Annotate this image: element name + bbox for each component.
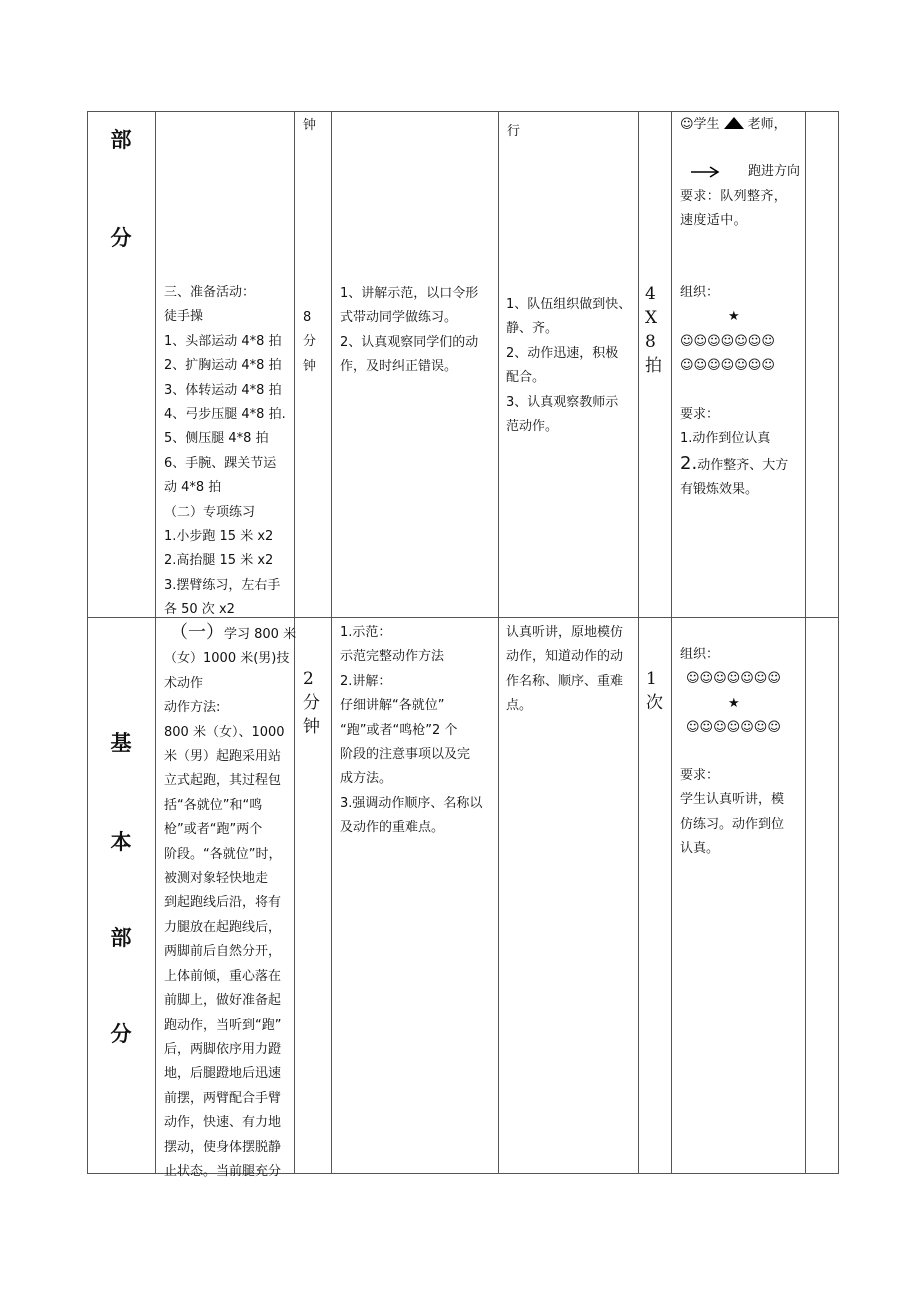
section-label-char: 分 [110, 1021, 132, 1046]
content-line: 枪”或者“跑”两个 [164, 822, 263, 838]
content-line: 三、准备活动： [164, 285, 256, 300]
teacher-line: 2、认真观察同学们的动 [340, 334, 479, 350]
student-legend: ☺学生 [680, 117, 720, 132]
teacher-line: “跑”或者“鸣枪”2 个 [340, 722, 458, 738]
teacher-line: 3.强调动作顺序、名称以 [340, 795, 483, 811]
content-line: 摆动，使身体摆脱静 [164, 1139, 282, 1155]
teacher-line: 作，及时纠正错误。 [340, 359, 458, 375]
teacher-legend: 老师， [747, 117, 787, 132]
col-border [87, 111, 88, 1174]
col-border [805, 111, 806, 1174]
requirement-line: 认真。 [680, 841, 720, 857]
student-formation-row: ☺☺☺☺☺☺☺ [680, 333, 775, 349]
student-formation-row: ☺☺☺☺☺☺☺ [686, 671, 781, 687]
content-line: 各 50 次 x2 [164, 602, 235, 618]
student-line: 1、队伍组织做到快、 [506, 297, 632, 312]
arrow-right-icon [690, 165, 734, 179]
content-line: 地，后腿蹬地后迅速 [164, 1066, 282, 1082]
content-line: 3.摆臂练习，左右手 [164, 577, 281, 593]
warmup-content [164, 281, 286, 623]
teacher-line: 1.示范： [340, 625, 392, 640]
content-line: 动作方法: [164, 700, 221, 716]
run-direction-legend [690, 160, 800, 184]
col-border [638, 111, 639, 1174]
content-line: 1.小步跑 15 米 x2 [164, 529, 274, 545]
org-legend [680, 113, 787, 137]
table-top-border [87, 111, 839, 112]
content-line: 两脚前后自然分开， [164, 944, 282, 960]
content-line: 后，两脚依序用力蹬 [164, 1041, 282, 1057]
content-line: 800 米（女）、1000 [164, 724, 285, 740]
content-line: 米（男）起跑采用站 [164, 749, 282, 765]
section-label-char: 分 [110, 225, 132, 250]
content-line: 立式起跑，其过程包 [164, 773, 282, 789]
col-border [331, 111, 332, 1174]
warmup-student-activity [506, 293, 631, 439]
section-label-char: 基 [110, 730, 132, 755]
content-line: 徒手操 [164, 309, 204, 325]
student-line: 认真听讲，原地模仿 [506, 625, 624, 640]
content-line: 3、体转运动 4*8 拍 [164, 382, 282, 398]
top-requirements [680, 185, 787, 234]
teacher-triangle-icon [724, 117, 744, 129]
content-line: 动作，快速、有力地 [164, 1115, 282, 1131]
basic-count: 1 次 [646, 669, 663, 713]
org-label: 组织： [680, 285, 720, 300]
teacher-line: 式带动同学做练习。 [340, 310, 458, 326]
teacher-star-icon: ★ [728, 309, 740, 325]
basic-teacher-activity [340, 621, 482, 841]
content-line: 被测对象轻快地走 [164, 871, 269, 887]
requirement-line: 学生认真听讲，模 [680, 792, 785, 808]
content-head: （一）学习 800 米 [170, 622, 297, 643]
basic-time: 2 分 钟 [303, 669, 320, 737]
student-line: 点。 [506, 698, 533, 714]
teacher-line: 成方法。 [340, 771, 393, 787]
col-border [155, 111, 156, 1174]
basic-student-activity [506, 621, 623, 719]
student-line: 静、齐。 [506, 321, 559, 337]
requirement-line: 速度适中。 [680, 213, 748, 229]
student-line: 作名称、顺序、重难 [506, 673, 624, 689]
teacher-line: 示范完整动作方法 [340, 649, 445, 665]
student-line: 2、动作迅速，积极 [506, 345, 619, 361]
time-fragment: 钟 [303, 118, 317, 133]
teacher-line: 1、讲解示范，以口令形 [340, 286, 479, 301]
teacher-line: 阶段的注意事项以及完 [340, 747, 471, 763]
content-line: 前脚上，做好准备起 [164, 993, 282, 1009]
student-line: 3、认真观察教师示 [506, 394, 619, 410]
content-line: 括“各就位”和“鸣 [164, 797, 263, 813]
col-border [838, 111, 839, 1174]
teacher-line: 仔细讲解“各就位” [340, 698, 445, 714]
basic-organization [680, 643, 781, 741]
basic-content [164, 621, 296, 1184]
content-line: 阶段。“各就位”时， [164, 846, 282, 862]
org-label: 组织： [680, 647, 720, 662]
student-line: 配合。 [506, 370, 546, 386]
content-line: 1、头部运动 4*8 拍 [164, 333, 282, 349]
section-label-char: 本 [110, 829, 132, 854]
content-line: 前摆，两臂配合手臂 [164, 1090, 282, 1106]
content-line: 5、侧压腿 4*8 拍 [164, 431, 269, 447]
student-fragment: 行 [507, 124, 521, 139]
col-border [671, 111, 672, 1174]
requirement-line: 有锻炼效果。 [680, 482, 759, 498]
section-label-char: 部 [110, 925, 132, 950]
requirement-line: 要求：队列整齐， [680, 189, 788, 204]
warmup-teacher-activity [340, 282, 478, 380]
warmup-requirements [680, 403, 788, 503]
content-line: 2.高抬腿 15 米 x2 [164, 553, 274, 569]
content-line: 跑动作，当听到“跑” [164, 1017, 282, 1033]
requirement-line: 2.动作整齐、大方 [680, 452, 789, 474]
col-border [498, 111, 499, 1174]
requirement-line: 1.动作到位认真 [680, 431, 771, 447]
warmup-count: 4 X 8 拍 [645, 284, 662, 376]
arrow-label: 跑进方向 [748, 164, 801, 179]
content-line: 止状态。当前腿充分 [164, 1163, 282, 1179]
req-label: 要求： [680, 768, 720, 783]
warmup-time: 8 分 钟 [303, 310, 317, 374]
content-line: 到起跑线后沿，将有 [164, 895, 282, 911]
teacher-line: 2.讲解： [340, 673, 392, 689]
teacher-star-icon: ★ [728, 695, 740, 711]
content-line: （二）专项练习 [164, 504, 256, 520]
warmup-organization [680, 281, 775, 379]
student-formation-row: ☺☺☺☺☺☺☺ [686, 720, 781, 736]
student-formation-row: ☺☺☺☺☺☺☺ [680, 358, 775, 374]
content-line: 4、弓步压腿 4*8 拍. [164, 407, 286, 423]
content-line: （女）1000 米(男)技 [164, 651, 290, 667]
basic-requirements [680, 764, 784, 862]
content-line: 上体前倾，重心落在 [164, 968, 282, 984]
teacher-line: 及动作的重难点。 [340, 820, 445, 836]
requirement-line: 仿练习。动作到位 [680, 816, 785, 832]
content-line: 动 4*8 拍 [164, 480, 222, 496]
content-line: 2、扩胸运动 4*8 拍 [164, 358, 282, 374]
content-line: 6、手腕、踝关节运 [164, 455, 277, 471]
student-line: 动作，知道动作的动 [506, 649, 624, 665]
student-line: 范动作。 [506, 419, 559, 435]
content-line: 术动作 [164, 675, 204, 691]
content-line: 力腿放在起跑线后， [164, 919, 282, 935]
section-label-char: 部 [110, 127, 132, 152]
req-label: 要求： [680, 407, 720, 422]
